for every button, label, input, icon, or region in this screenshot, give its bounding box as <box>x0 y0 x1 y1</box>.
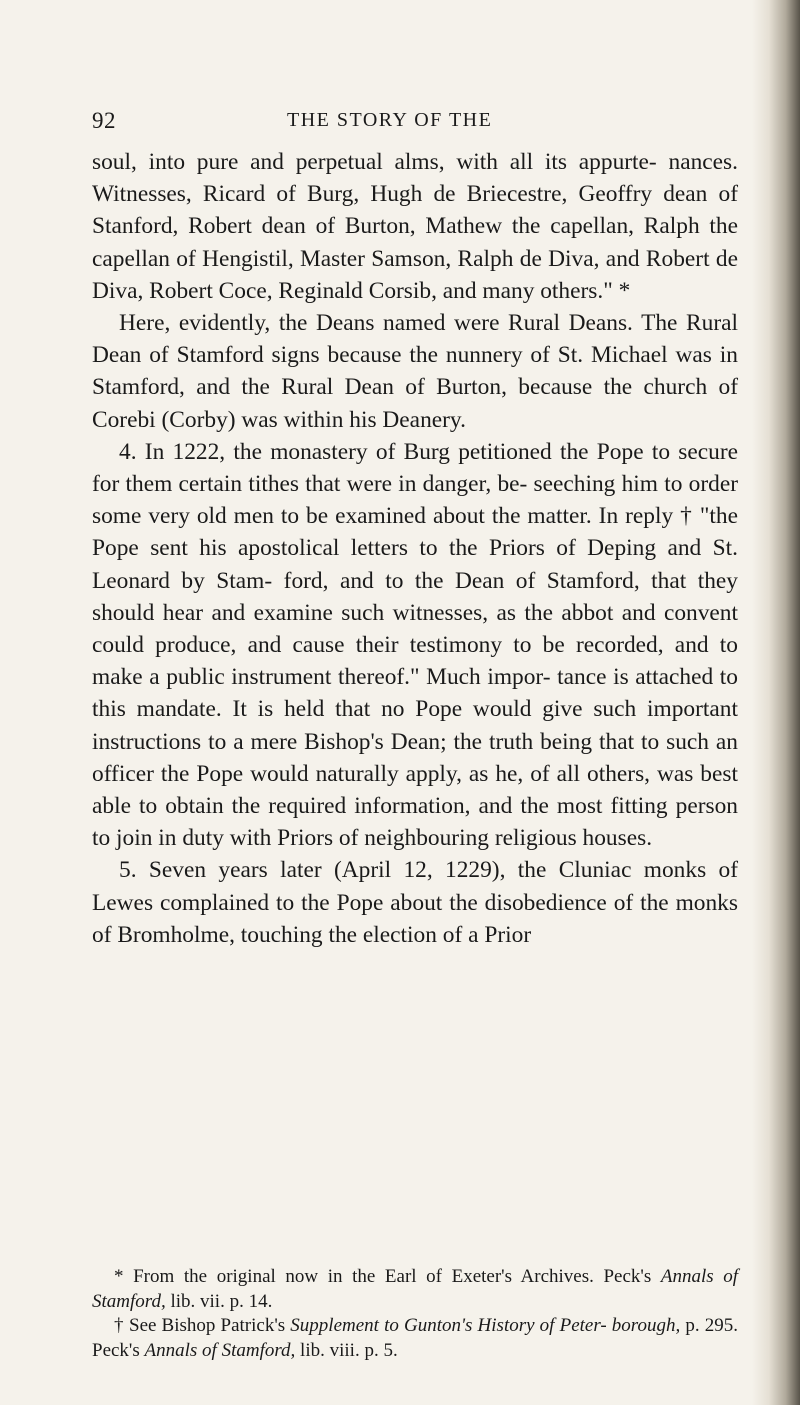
running-title: THE STORY OF THE <box>287 109 493 131</box>
paragraph-item-5: 5. Seven years later (April 12, 1229), the Cluniac monks of Lewes complained to the Pope about the disobedience of the monks of Bromholme, touching the election of a Prior <box>92 857 738 948</box>
body-text <box>92 146 738 951</box>
footnote-2 <box>92 1314 738 1363</box>
footnote-2-italic-2: Annals of Stamford, <box>144 1339 296 1361</box>
footnote-2-italic-1: Supplement to Gunton's History of Peter- borough, <box>290 1315 681 1336</box>
footnote-1-text: * From the original now in the Earl of Exeter's Archives. Peck's <box>114 1266 652 1287</box>
footnote-1-italic: Annals of Stamford, <box>92 1266 739 1312</box>
paragraph-item-4: 4. In 1222, the monastery of Burg petitioned the Pope to secure for them certain tithes that were in danger, be- seeching him to order some very old men to be examined about the matter. In reply † "the Pope sent his apostolical letters to the Priors of Deping and St. Leonard by Stam- ford, and to the Dean of Stamford, that they should hear and examine such witnesses, as the abbot and convent could produce, and cause their testimony to be recorded, and to make a public instrument thereof." Much impor- tance is attached to this mandate. It is held that no Pope would give such important instructions to a mere Bishop's Dean; the truth being that to such an officer the Pope would naturally apply, as he, of all others, was best able to obtain the required information, and the most fitting person to join in duty with Priors of neighbouring religious houses. <box>92 438 738 852</box>
footnote-1 <box>92 1265 738 1314</box>
paragraph-continuation: soul, into pure and perpetual alms, with all its appurte- nances. Witnesses, Ricard of Burg, Hugh de Briecestre, Geoffry dean of Stanford, Robert dean of Burton, Mathew the capellan, Ralph the capellan of Hengistil, Master Samson, Ralph de Diva, and Robert de Diva, Robert Coce, Reginald Corsib, and many others." * <box>92 149 738 304</box>
running-head <box>92 108 732 134</box>
footnote-2-mid: p. 295. Peck's <box>92 1315 738 1361</box>
footnotes <box>92 1265 738 1363</box>
paragraph-rural-deans: Here, evidently, the Deans named were Rural Deans. The Rural Dean of Stamford signs because the nunnery of St. Michael was in Stamford, and the Rural Dean of Burton, because the church of Corebi (Corby) was within his Deanery. <box>92 310 738 433</box>
page-edge-shadow <box>752 0 800 1405</box>
footnote-2-text: † See Bishop Patrick's <box>114 1315 286 1336</box>
footnote-1-tail: lib. vii. p. 14. <box>170 1290 273 1312</box>
page-number: 92 <box>92 108 116 133</box>
footnote-2-tail: lib. viii. p. 5. <box>300 1339 398 1361</box>
